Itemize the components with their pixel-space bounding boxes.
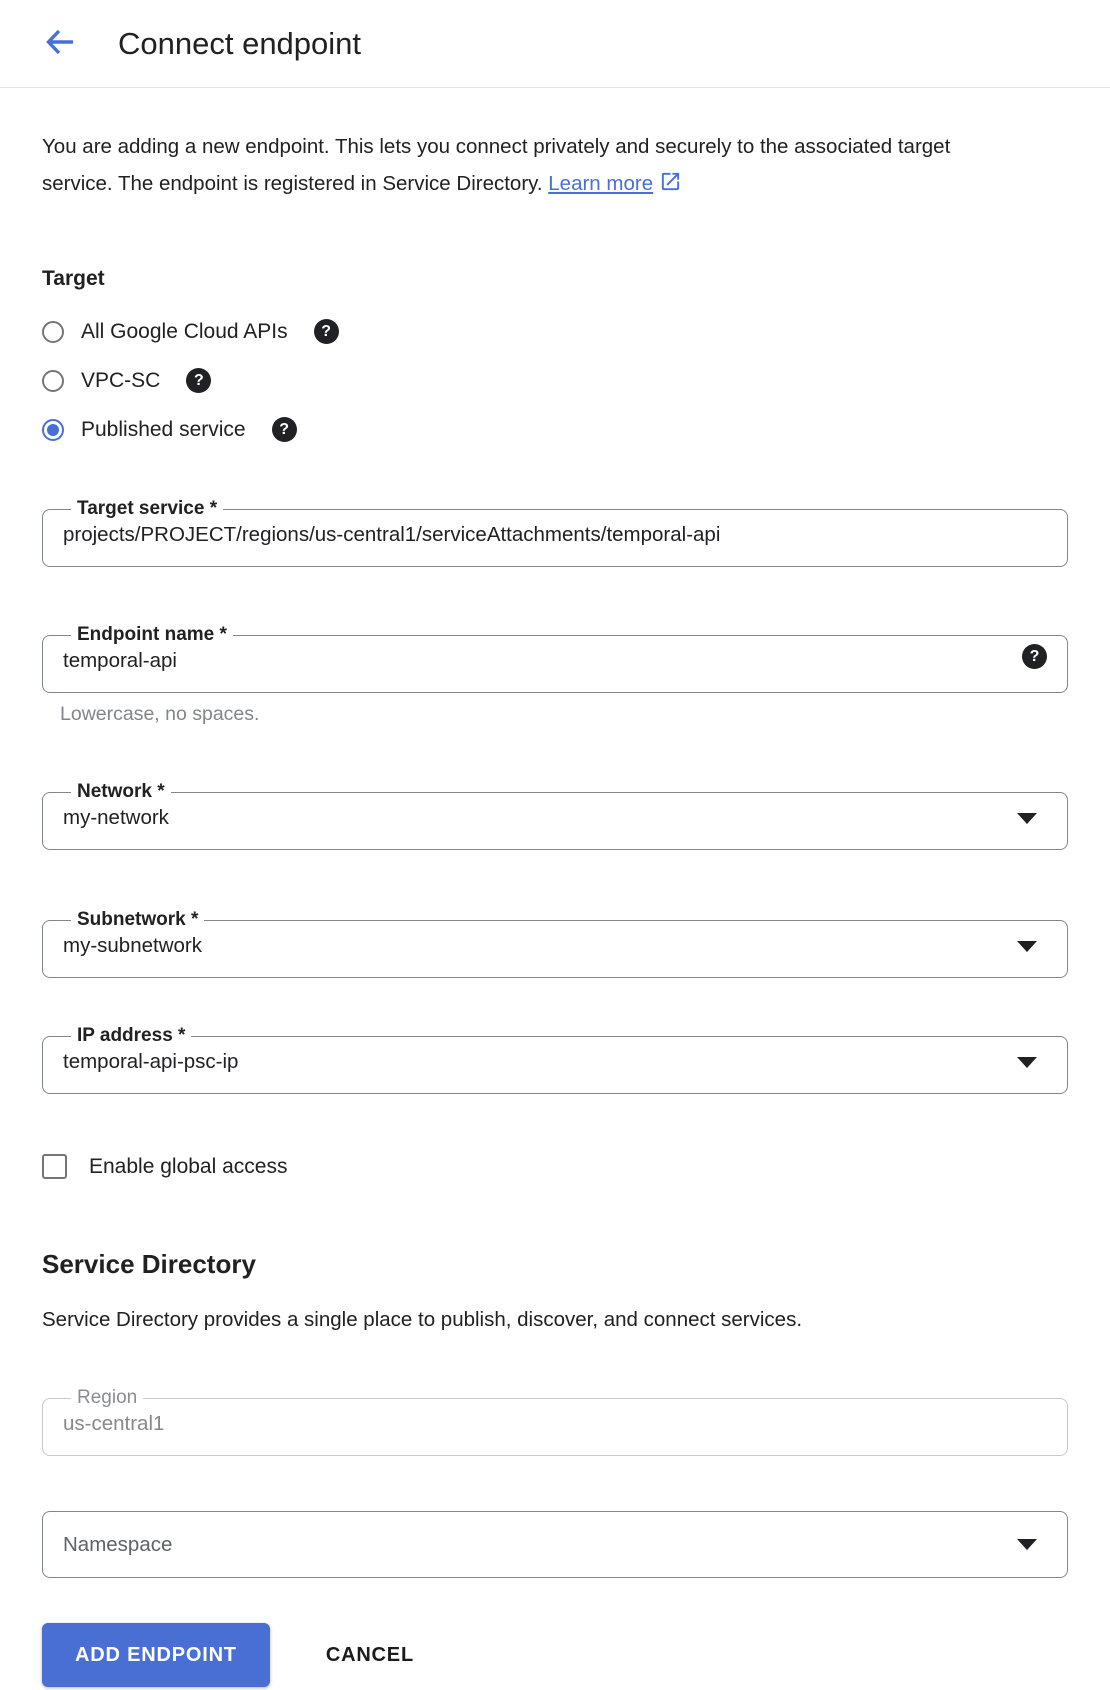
learn-more-label: Learn more xyxy=(548,172,654,195)
radio-option-published-service[interactable] xyxy=(42,405,1068,454)
ip-address-label: IP address * xyxy=(77,1025,186,1046)
network-select[interactable] xyxy=(42,781,1068,850)
arrow-left-icon xyxy=(43,25,77,62)
radio-button-icon[interactable] xyxy=(42,370,64,392)
ip-address-select[interactable] xyxy=(42,1025,1068,1094)
radio-option-label: All Google Cloud APIs xyxy=(81,319,288,343)
endpoint-name-field[interactable] xyxy=(42,624,1068,693)
page-header xyxy=(0,0,1110,88)
form-body xyxy=(0,128,1110,1687)
add-endpoint-button[interactable]: ADD ENDPOINT xyxy=(42,1623,270,1687)
page-title: Connect endpoint xyxy=(118,25,362,61)
region-field-disabled xyxy=(42,1387,1068,1456)
back-button[interactable] xyxy=(40,24,80,64)
help-icon[interactable]: ? xyxy=(272,417,297,442)
ip-address-value[interactable]: temporal-api-psc-ip xyxy=(63,1050,239,1073)
intro-text xyxy=(42,128,990,205)
dropdown-arrow-icon[interactable] xyxy=(1017,1539,1037,1550)
namespace-select[interactable] xyxy=(42,1511,1068,1578)
radio-option-label: Published service xyxy=(81,417,246,441)
endpoint-name-label: Endpoint name * xyxy=(77,624,227,645)
subnetwork-value[interactable]: my-subnetwork xyxy=(63,934,202,957)
endpoint-name-value-row xyxy=(63,646,1047,692)
form-actions xyxy=(42,1623,1068,1687)
help-icon[interactable]: ? xyxy=(186,368,211,393)
target-section-heading: Target xyxy=(42,267,105,290)
target-service-value[interactable]: projects/PROJECT/regions/us-central1/serviceAttachments/temporal-api xyxy=(63,523,721,546)
target-radio-group xyxy=(42,307,1068,454)
endpoint-name-value[interactable]: temporal-api xyxy=(63,649,177,672)
target-service-label: Target service * xyxy=(77,498,218,519)
subnetwork-label: Subnetwork * xyxy=(77,909,199,930)
cancel-button[interactable]: CANCEL xyxy=(325,1643,414,1666)
service-directory-description: Service Directory provides a single place to publish, discover, and connect services. xyxy=(42,1308,803,1331)
checkbox-icon[interactable] xyxy=(42,1154,67,1179)
help-icon[interactable]: ? xyxy=(314,319,339,344)
target-service-field[interactable] xyxy=(42,498,1068,567)
dropdown-arrow-icon[interactable] xyxy=(1017,941,1037,952)
endpoint-name-helper-text: Lowercase, no spaces. xyxy=(60,703,260,725)
help-icon[interactable]: ? xyxy=(1022,644,1047,669)
service-directory-heading: Service Directory xyxy=(42,1249,256,1279)
dropdown-arrow-icon[interactable] xyxy=(1017,813,1037,824)
region-value: us-central1 xyxy=(63,1412,165,1435)
radio-option-label: VPC-SC xyxy=(81,368,161,392)
radio-option-vpc-sc[interactable] xyxy=(42,356,1068,405)
subnetwork-select[interactable] xyxy=(42,909,1068,978)
radio-option-all-google-cloud-apis[interactable] xyxy=(42,307,1068,356)
radio-button-icon[interactable] xyxy=(42,419,64,441)
radio-button-icon[interactable] xyxy=(42,321,64,343)
dropdown-arrow-icon[interactable] xyxy=(1017,1057,1037,1068)
network-value[interactable]: my-network xyxy=(63,806,169,829)
intro-sentence: You are adding a new endpoint. This lets you connect privately and securely to the associated target service. The endpoint is registered in Service Directory. xyxy=(42,135,951,195)
learn-more-link[interactable] xyxy=(548,172,682,195)
external-link-icon xyxy=(659,168,682,205)
namespace-placeholder: Namespace xyxy=(63,1532,173,1556)
region-label: Region xyxy=(77,1387,138,1408)
network-label: Network * xyxy=(77,781,165,802)
enable-global-access-checkbox-row[interactable] xyxy=(42,1154,1068,1179)
enable-global-access-label: Enable global access xyxy=(89,1154,288,1178)
